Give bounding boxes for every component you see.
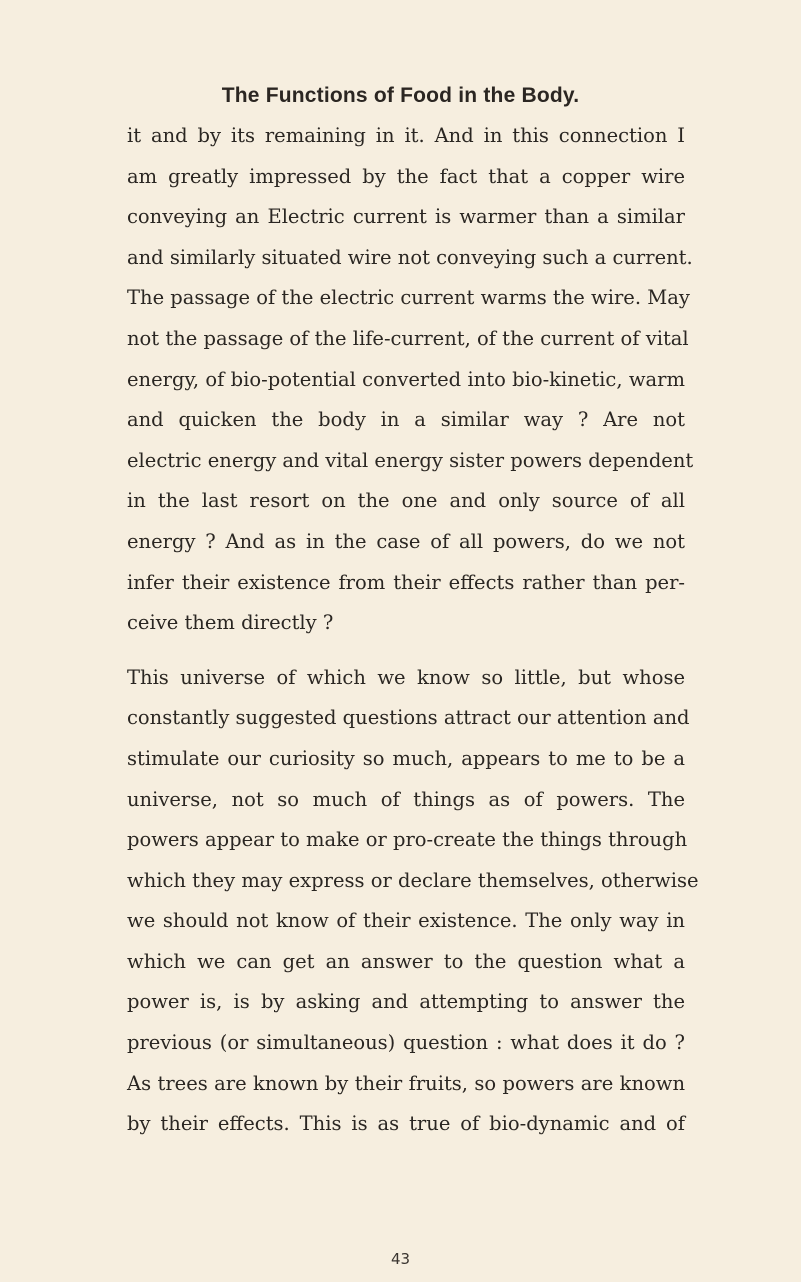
text-line: universe, not so much of things as of powers. The: [127, 787, 685, 811]
text-line: previous (or simultaneous) question : what does it do ?: [127, 1031, 685, 1055]
paragraph-gap: [127, 644, 685, 658]
text-line: by their effects. This is as true of bio-dynamic and of: [127, 1112, 685, 1136]
paragraph-2: [127, 658, 699, 1145]
text-line: infer their existence from their effects rather than per-: [127, 570, 685, 594]
text-line: energy, of bio-potential converted into bio-kinetic, warm: [127, 367, 685, 391]
text-line: energy ? And as in the case of all powers, do we not: [127, 529, 685, 553]
running-head: The Functions of Food in the Body.: [221, 84, 580, 107]
text-line: which they may express or declare themselves, otherwise: [127, 868, 699, 892]
text-line: it and by its remaining in it. And in this connection I: [127, 124, 685, 147]
text-line: which we can get an answer to the question what a: [127, 949, 685, 973]
page-number: 43: [390, 1250, 411, 1268]
text-line: This universe of which we know so little, but whose: [127, 665, 685, 689]
paragraph-1: [127, 116, 694, 644]
text-line: constantly suggested questions attract our attention and: [127, 706, 690, 730]
body-text: [127, 116, 699, 1145]
text-line: ceive them directly ?: [127, 611, 334, 635]
text-line: and similarly situated wire not conveying such a current.: [127, 245, 693, 269]
text-line: and quicken the body in a similar way ? Are not: [127, 408, 685, 432]
text-line: electric energy and vital energy sister powers dependent: [127, 448, 694, 472]
text-line: As trees are known by their fruits, so powers are known: [127, 1071, 685, 1095]
text-line: am greatly impressed by the fact that a copper wire: [127, 164, 685, 188]
text-line: in the last resort on the one and only source of all: [127, 489, 685, 513]
text-line: power is, is by asking and attempting to answer the: [127, 990, 685, 1014]
text-line: The passage of the electric current warms the wire. May: [127, 286, 690, 310]
text-line: powers appear to make or pro-create the things through: [127, 828, 688, 852]
text-line: we should not know of their existence. The only way in: [127, 909, 685, 933]
text-line: stimulate our curiosity so much, appears to me to be a: [127, 746, 685, 770]
text-line: not the passage of the life-current, of the current of vital: [127, 326, 689, 350]
text-line: conveying an Electric current is warmer than a similar: [127, 205, 685, 229]
